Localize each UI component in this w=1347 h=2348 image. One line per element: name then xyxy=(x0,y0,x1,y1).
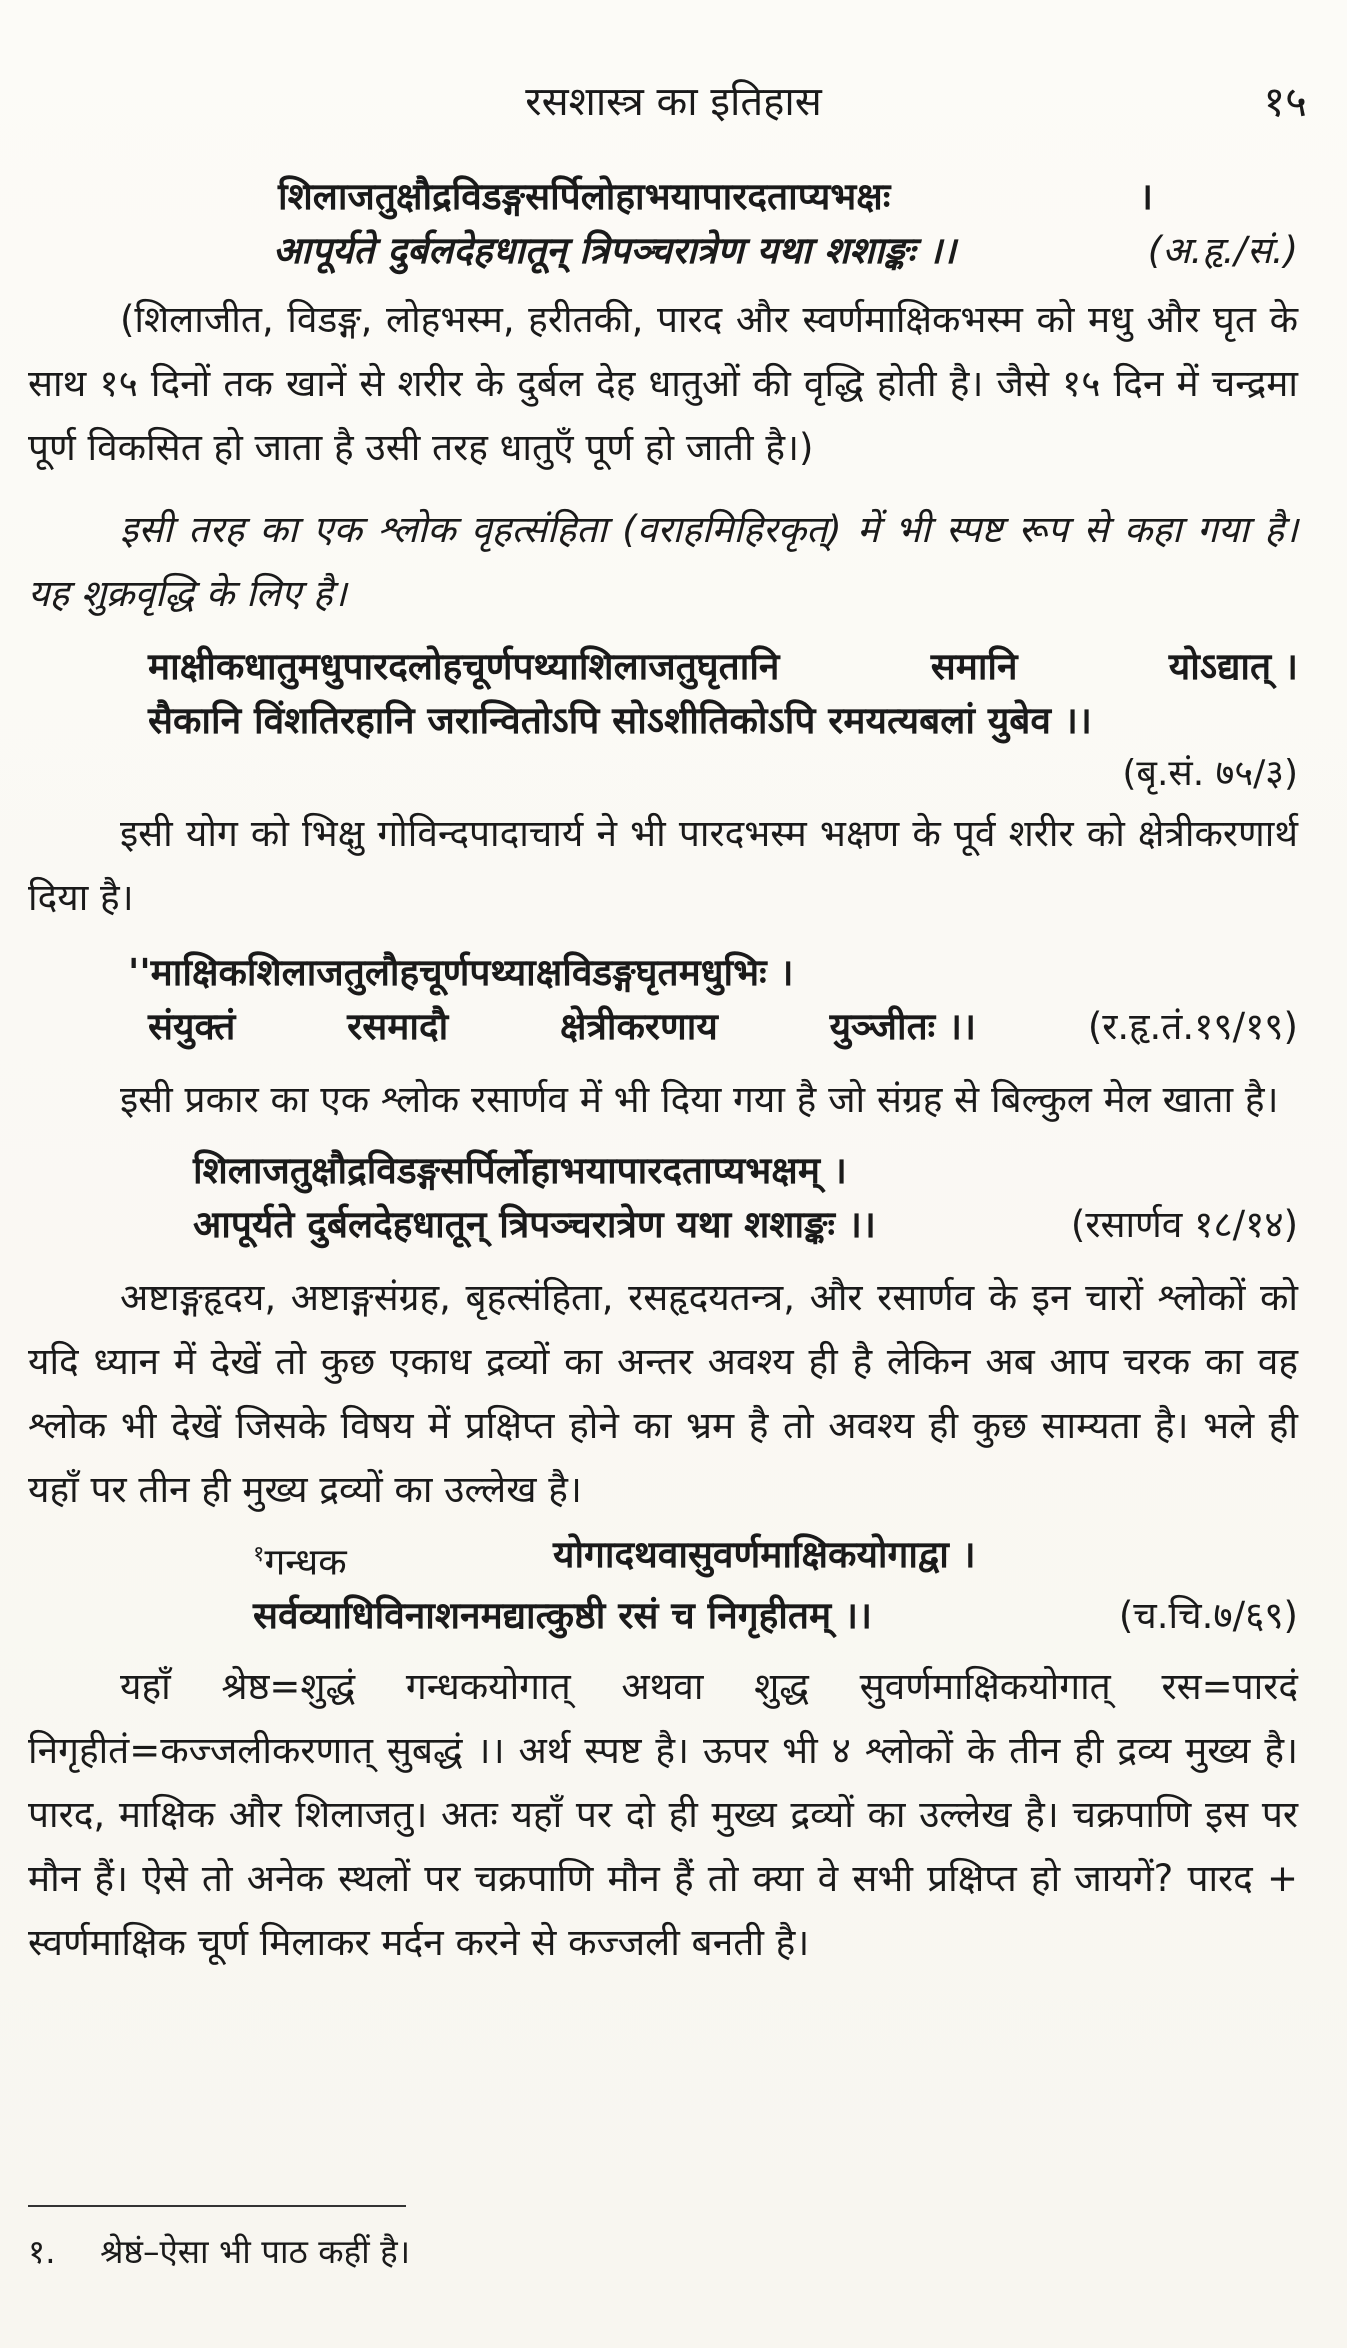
verse-brihatsamhita xyxy=(28,640,1298,748)
footnote-marker: १ xyxy=(253,1542,265,1567)
verse-text: संयुक्तं xyxy=(148,1005,236,1048)
verse-text: आपूर्यते दुर्बलदेहधातून् त्रिपञ्चरात्रेण यथा शशाङ्कः ।। xyxy=(273,229,956,272)
verse-text: योगादथवासुवर्णमाक्षिकयोगाद्वा । xyxy=(553,1533,976,1576)
verse-text: सर्वव्याधिविनाशनमद्यात्कुष्ठी रसं च निगृहीतम् ।। xyxy=(253,1594,872,1638)
verse-ashtanga xyxy=(28,170,1298,278)
page-number: १५ xyxy=(1263,77,1307,126)
verse-charaka xyxy=(28,1528,1298,1643)
verse-text: शिलाजतुक्षौद्रविडङ्गसर्पिर्लोहाभयापारदताप्यभक्षम् । xyxy=(193,1149,847,1192)
verse-word: गन्धक xyxy=(264,1540,347,1584)
verse-line xyxy=(193,1198,1298,1252)
verse-rasahridaya xyxy=(28,946,1298,1054)
verse-text: योऽद्यात् । xyxy=(1168,645,1298,688)
verse-danda: । xyxy=(1138,175,1153,218)
paragraph-rasarnava-intro: इसी प्रकार का एक श्लोक रसार्णव में भी दिया गया है जो संग्रह से बिल्कुल मेल खाता है। xyxy=(120,1078,1279,1121)
running-header xyxy=(30,72,1317,132)
verse-text: माक्षीकधातुमधुपारदलोहचूर्णपथ्याशिलाजतुघृतानि xyxy=(148,645,780,688)
verse-rasarnava xyxy=(28,1144,1298,1252)
paragraph-govindapada: इसी योग को भिक्षु गोविन्दपादाचार्य ने भी पारदभस्म भक्षण के पूर्व शरीर को क्षेत्रीकरणार्थ दिया है। xyxy=(28,812,1298,919)
verse-line xyxy=(253,1528,1298,1589)
verse-text: आपूर्यते दुर्बलदेहधातून् त्रिपञ्चरात्रेण यथा शशाङ्कः ।। xyxy=(193,1203,876,1246)
header-title: रसशास्त्र का इतिहास xyxy=(525,79,822,125)
paragraph-commentary: यहाँ श्रेष्ठ=शुद्धं गन्धकयोगात् अथवा शुद्ध सुवर्णमाक्षिकयोगात् रस=पारदं निगृहीतं=कज्जलीकरणात् सुबद्धं ।। अर्थ स्पष्ट है। ऊपर भी ४ श्लोकों के तीन ही द्रव्य मुख्य है। पारद, माक्षिक और शिलाजतु। अतः यहाँ पर दो ही मुख्य द्रव्यों का उल्लेख है। चक्रपाणि इस पर मौन हैं। ऐसे तो अनेक स्थलों पर चक्रपाणि मौन हैं तो क्या वे सभी प्रक्षिप्त हो जायगें? पारद + स्वर्णमाक्षिक चूर्ण मिलाकर मर्दन करने से कज्जली बनती है। xyxy=(28,1665,1298,1965)
verse-line xyxy=(128,1000,1298,1054)
verse-reference: (च.चि.७/६९) xyxy=(1118,1594,1298,1638)
verse-text xyxy=(253,1528,553,1589)
verse-line xyxy=(128,946,1298,1000)
verse-text: रसमादौ xyxy=(347,1005,449,1048)
footnote xyxy=(28,2228,410,2273)
verse-text: शिलाजतुक्षौद्रविडङ्गसर्पिलोहाभयापारदताप्यभक्षः xyxy=(278,175,891,218)
verse-reference: (रसार्णव १८/१४) xyxy=(1070,1203,1298,1246)
verse-line xyxy=(148,640,1298,694)
verse-text: क्षेत्रीकरणाय xyxy=(559,1005,718,1048)
footnote-number: १. xyxy=(28,2232,56,2271)
page-body xyxy=(28,170,1298,1975)
verse-text: सैकानि विंशतिरहानि जरान्वितोऽपि सोऽशीतिकोऽपि रमयत्यबलां युबेव ।। xyxy=(148,699,1092,742)
footnote-divider xyxy=(28,2205,406,2207)
paragraph-brihatsamhita-intro: इसी तरह का एक श्लोक वृहत्संहिता (वराहमिहिरकृत्) में भी स्पष्ट रूप से कहा गया है। यह शुक्रवृद्धि के लिए है। xyxy=(28,508,1298,615)
verse-line xyxy=(278,170,1298,224)
verse-reference: (अ.हृ./सं.) xyxy=(1147,229,1298,272)
verse-text: समानि xyxy=(930,645,1018,688)
verse-line xyxy=(193,1144,1298,1198)
footnote-text: श्रेष्ठं–ऐसा भी पाठ कहीं है। xyxy=(100,2232,411,2271)
paragraph-comparison: अष्टाङ्गहृदय, अष्टाङ्गसंग्रह, बृहत्संहिता, रसहृदयतन्त्र, और रसार्णव के इन चारों श्लोकों को यदि ध्यान में देखें तो कुछ एकाध द्रव्यों का अन्तर अवश्य ही है लेकिन अब आप चरक का वह श्लोक भी देखें जिसके विषय में प्रक्षिप्त होने का भ्रम है तो अवश्य ही कुछ साम्यता है। भले ही यहाँ पर तीन ही मुख्य द्रव्यों का उल्लेख है। xyxy=(28,1276,1298,1511)
verse-line xyxy=(148,694,1298,748)
verse-reference: (र.हृ.तं.१९/१९) xyxy=(1087,1005,1298,1048)
verse-line xyxy=(253,1589,1298,1643)
verse-text: युञ्जीतः ।। xyxy=(829,1005,977,1048)
verse-reference: (बृ.सं. ७५/३) xyxy=(1122,753,1298,794)
verse-text: ''माक्षिकशिलाजतुलौहचूर्णपथ्याक्षविडङ्गघृतमधुभिः । xyxy=(128,951,794,994)
verse-line xyxy=(273,224,1298,278)
paragraph-translation: (शिलाजीत, विडङ्ग, लोहभस्म, हरीतकी, पारद और स्वर्णमाक्षिकभस्म को मधु और घृत के साथ १५ दिनों तक खानें से शरीर के दुर्बल देह धातुओं की वृद्धि होती है। जैसे १५ दिन में चन्द्रमा पूर्ण विकसित हो जाता है उसी तरह धातुएँ पूर्ण हो जाती है।) xyxy=(28,298,1298,469)
